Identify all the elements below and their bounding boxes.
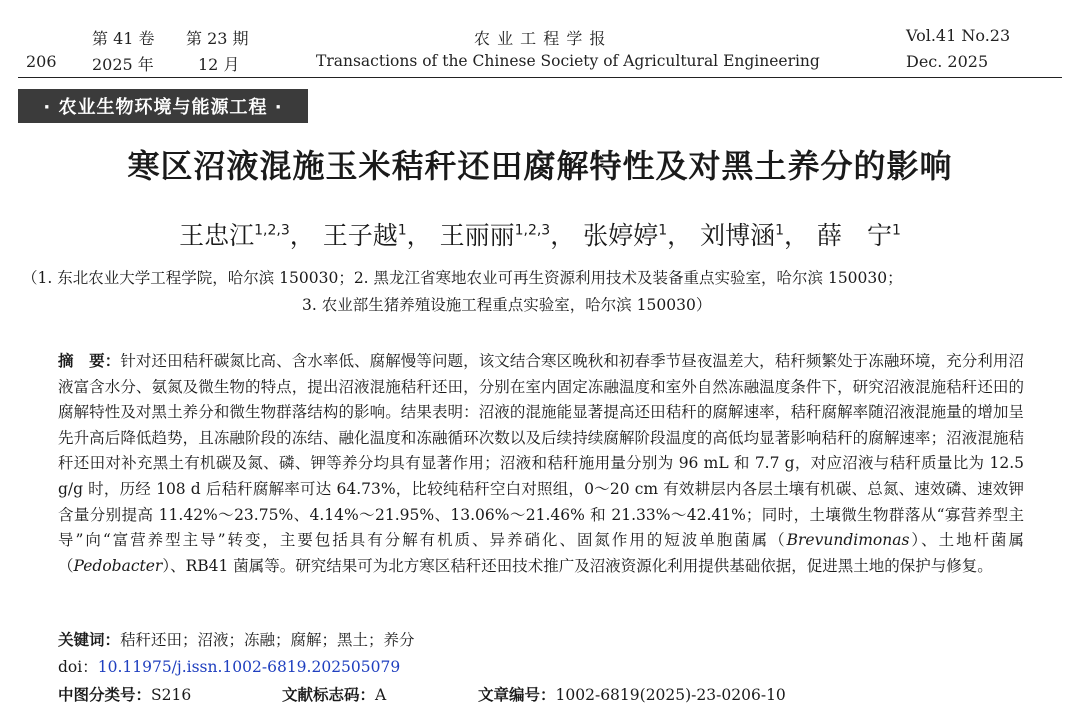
- keywords: [58, 628, 415, 650]
- author-affiliation-mark: 1: [397, 222, 407, 239]
- author-name: 刘博涵: [700, 221, 776, 250]
- genus-name: Brevundimonas: [786, 531, 910, 550]
- author-affiliation-mark: 1: [658, 222, 668, 239]
- year-cn: 2025 年: [92, 55, 154, 74]
- date-en: Dec. 2025: [906, 52, 989, 71]
- month-cn: 12 月: [198, 55, 240, 74]
- doi-link[interactable]: 10.11975/j.issn.1002-6819.202505079: [97, 658, 401, 676]
- abstract-label: 摘 要：: [58, 352, 121, 370]
- keywords-text: 秸秆还田；沼液；冻融；腐解；黑土；养分: [120, 631, 415, 649]
- author-affiliation-mark: 1,2,3: [514, 222, 551, 239]
- clc-number: [58, 683, 191, 705]
- author-affiliation-mark: 1: [891, 222, 901, 239]
- page-number: 206: [26, 52, 57, 71]
- journal-title-en: Transactions of the Chinese Society of Agricultural Engineering: [316, 52, 820, 70]
- section-label: · 农业生物环境与能源工程 ·: [18, 89, 308, 123]
- document-code-value: A: [375, 686, 387, 704]
- abstract-text: ）、RB41 菌属等。研究结果可为北方寒区秸秆还田技术推广及沼液资源化利用提供基础依据，促进黑土地的保护与修复。: [162, 556, 993, 575]
- doi: [58, 655, 400, 677]
- abstract: [58, 349, 1024, 579]
- author-name: 王忠江: [179, 221, 255, 250]
- journal-title-cn: 农 业 工 程 学 报: [474, 29, 607, 48]
- author-name: 张婷婷: [583, 221, 659, 250]
- header-rule: [18, 77, 1062, 78]
- keywords-label: 关键词：: [58, 631, 121, 649]
- author-affiliation-mark: 1,2,3: [254, 222, 290, 239]
- article-number: [478, 683, 786, 705]
- volume-number-en: Vol.41 No.23: [906, 26, 1011, 45]
- article-number-value: 1002-6819(2025)-23-0206-10: [555, 686, 786, 704]
- author-name: 薛 宁: [816, 221, 892, 250]
- document-code: [282, 683, 386, 705]
- issue-cn: 第 23 期: [186, 29, 249, 48]
- paper-title: 寒区沼液混施玉米秸秆还田腐解特性及对黑土养分的影响: [127, 147, 953, 185]
- author-name: 王丽丽: [439, 221, 515, 250]
- doi-label: doi：: [58, 658, 98, 676]
- abstract-text: 针对还田秸秆碳氮比高、含水率低、腐解慢等问题，该文结合寒区晚秋和初春季节昼夜温差大，秸秆频繁处于冻融环境，充分利用沼液富含水分、氨氮及微生物的特点，提出沼液混施秸秆还田，分别在室内固定冻融温度和室外自然冻融温度条件下，研究沼液混施秸秆还田的腐解特性及对黑土养分和微生物群落结构的影响。结果表明：沼液的混施能显著提高还田秸秆的腐解速率，秸秆腐解率随沼液混施量的增加呈先升高后降低趋势，且冻融阶段的冻结、融化温度和冻融循环次数以及后续持续腐解阶段温度的高低均显著影响秸秆的腐解速率；沼液混施秸秆还田对补充黑土有机碳及氮、磷、钾等养分均具有显著作用；沼液和秸秆施用量分别为 96 mL 和 7.7 g，对应沼液与秸秆质量比为 12.5 g/g 时，历经 108 d 后秸秆腐解率可达 64.73%，比较纯秸秆空白对照组，0～20 cm 有效耕层内各层土壤有机碳、总氮、速效磷、速效钾含量分别提高 11.42%～23.75%、4.14%～21.95%、13.06%～21.46% 和 21.33%～42.41%；同时，土壤微生物群落从“寡营养型主导”向“富营养型主导”转变，主要包括具有分解有机质、异养硝化、固氮作用的短波单胞菌属（: [58, 352, 1025, 550]
- affiliation-line-2: 3. 农业部生猪养殖设施工程重点实验室，哈尔滨 150030）: [302, 296, 712, 314]
- volume-cn: 第 41 卷: [92, 29, 155, 48]
- genus-name: Pedobacter: [73, 556, 163, 575]
- clc-value: S216: [151, 686, 192, 704]
- author-affiliation-mark: 1: [775, 222, 784, 239]
- author-list: 王忠江$^{1,2,3}$， 王子越$^1$， 王丽丽$^{1,2,3}$， 张婷婷$^1$， 刘博涵$^1$， 薛 宁$^1$: [179, 221, 901, 250]
- author-name: 王子越: [322, 221, 398, 250]
- affiliation-line-1: （1. 东北农业大学工程学院，哈尔滨 150030；2. 黑龙江省寒地农业可再生资源利用技术及装备重点实验室，哈尔滨 150030；: [22, 269, 903, 287]
- abstract-text: ）、土地杆菌属（: [58, 531, 1024, 575]
- article-number-label: 文章编号：: [478, 686, 556, 704]
- clc-label: 中图分类号：: [58, 686, 152, 704]
- document-code-label: 文献标志码：: [282, 686, 376, 704]
